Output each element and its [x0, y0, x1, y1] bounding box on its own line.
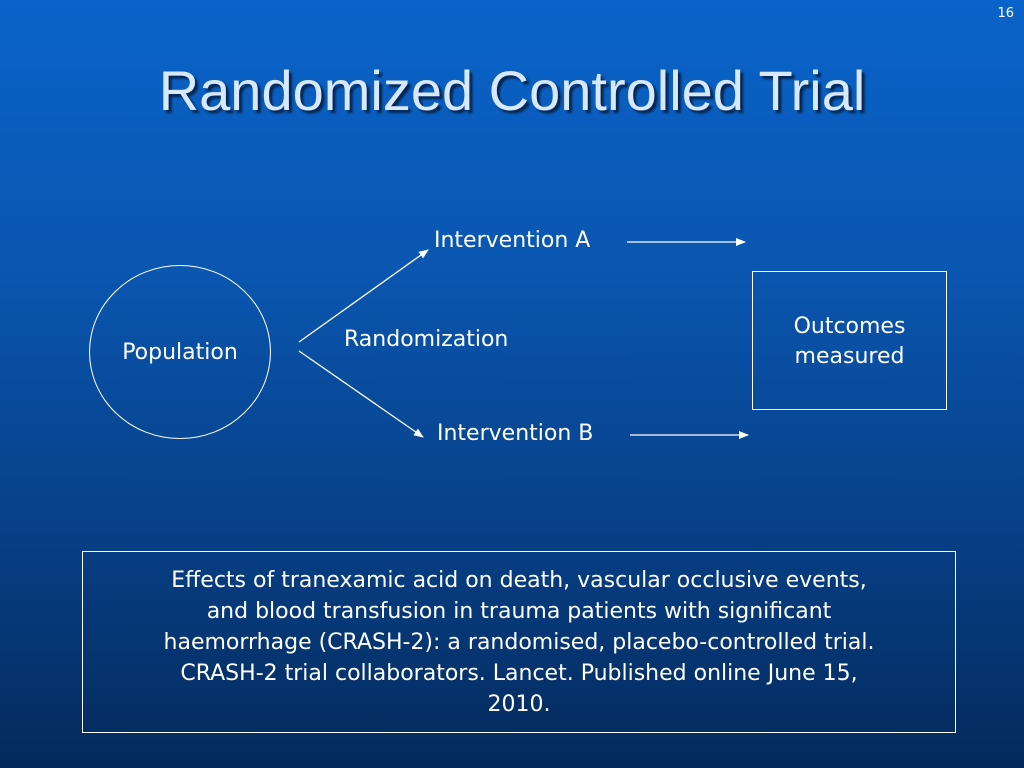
arrow-to-intervention-b [299, 351, 423, 437]
citation-text: Effects of tranexamic acid on death, vascular occlusive events, and blood transfusion in trauma patients with significant haemorrhage (CRASH-2): a randomised, placebo-controlled trial. CRASH-2 trial collaborators. Lancet. Published online June 15, 2010. [163, 567, 875, 717]
slide-number: 16 [997, 6, 1014, 21]
slide-title: Randomized Controlled Trial [158, 59, 866, 122]
outcomes-label: Outcomes measured [793, 314, 906, 369]
citation-box [82, 551, 956, 733]
intervention-a-label: Intervention A [434, 228, 591, 253]
population-label: Population [122, 339, 238, 365]
population-circle [89, 265, 271, 439]
intervention-b-label: Intervention B [437, 421, 594, 446]
randomization-label: Randomization [344, 327, 509, 352]
outcomes-box [752, 271, 947, 410]
